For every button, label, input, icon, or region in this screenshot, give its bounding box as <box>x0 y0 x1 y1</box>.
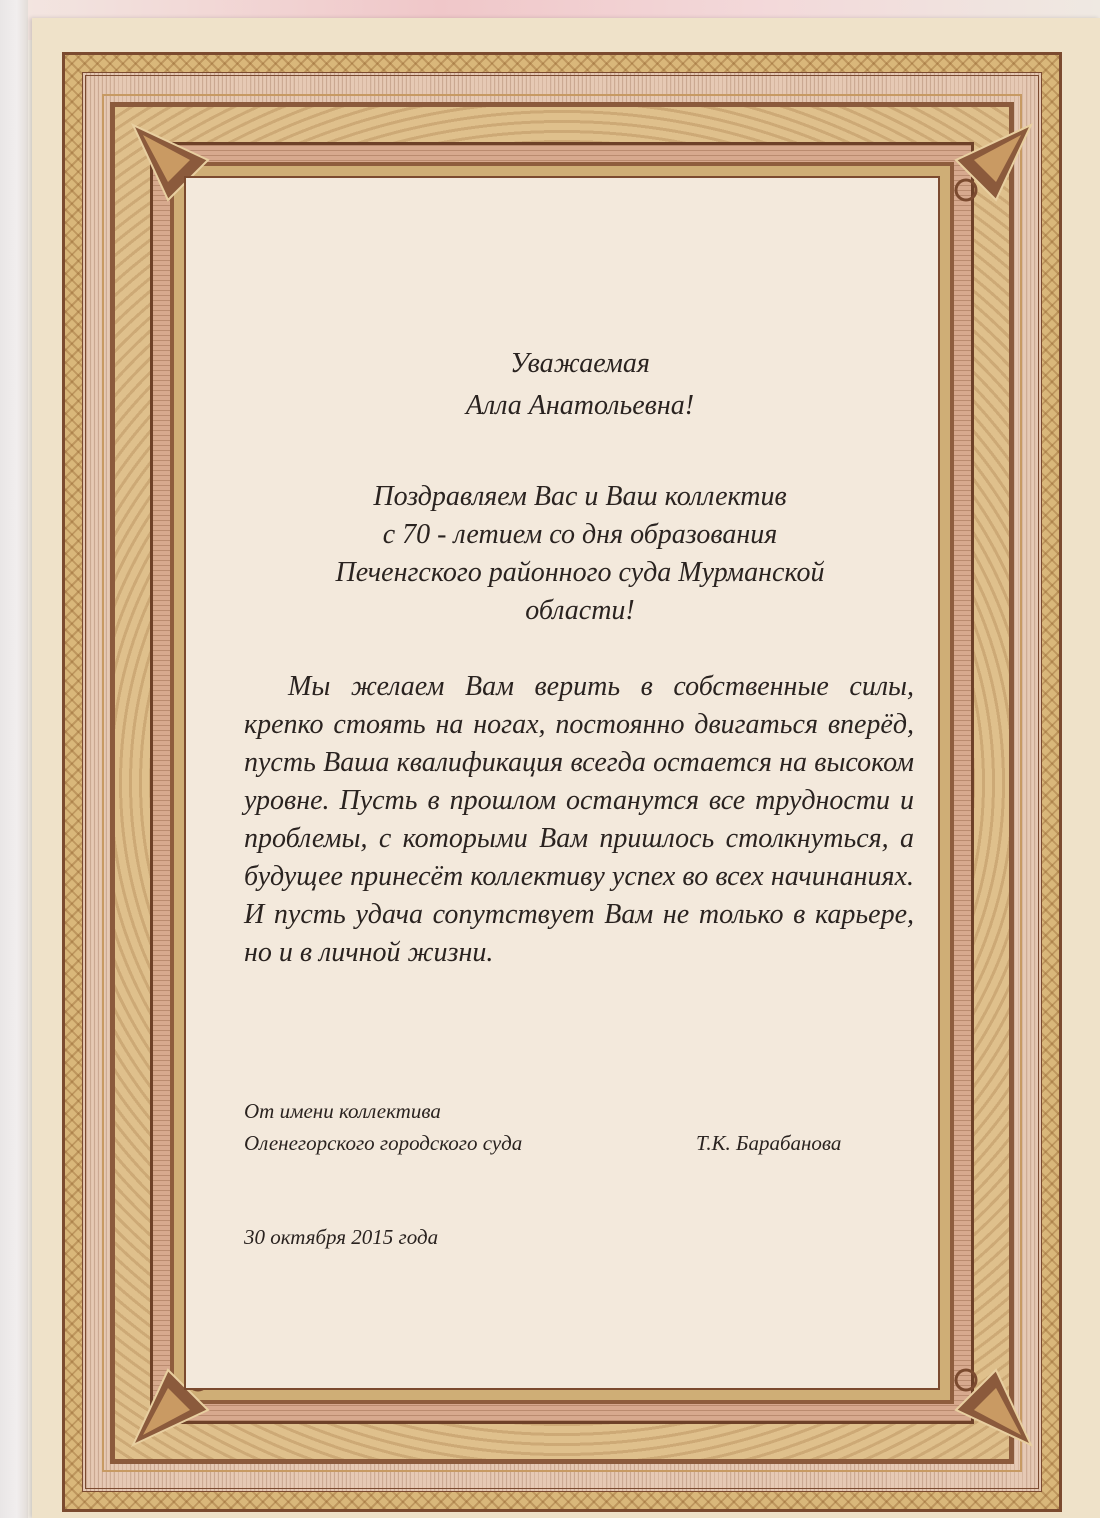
signatory-name: Т.К. Барабанова <box>696 1131 842 1155</box>
salutation-line-1: Уважаемая <box>510 348 650 379</box>
wishes-text: Мы желаем Вам верить в собственные силы, крепко стоять на ногах, постоянно двигаться вперёд, пусть Ваша квалификация всегда остается на высоком уровне. Пусть в прошлом останутся все трудности и проблемы, с которыми Вам пришлось столкнуться, а будущее принесёт коллективу успех во всех начинаниях. И пусть удача сопутствует Вам не только в карьере, но и в личной жизни. <box>244 671 914 968</box>
sender-block <box>244 1095 522 1159</box>
letter-date: 30 октября 2015 года <box>244 1225 439 1249</box>
sender-line-1: От имени коллектива <box>244 1099 441 1123</box>
corner-ornament-icon <box>946 120 1036 210</box>
congratulation-line: Печенгского районного суда Мурманской <box>335 557 825 588</box>
congratulation-line: с 70 - летием со дня образования <box>382 519 778 550</box>
congratulation-line: Поздравляем Вас и Ваш коллектив <box>373 481 787 512</box>
sender-line-2: Оленегорского городского суда <box>244 1131 523 1155</box>
salutation-line-2: Алла Анатольевна! <box>465 390 695 421</box>
wishes-paragraph <box>244 668 914 972</box>
corner-ornament-icon <box>946 1360 1036 1450</box>
congratulation-line: области! <box>525 595 635 626</box>
congratulation-block <box>230 478 930 630</box>
scan-background-left <box>0 0 28 1518</box>
